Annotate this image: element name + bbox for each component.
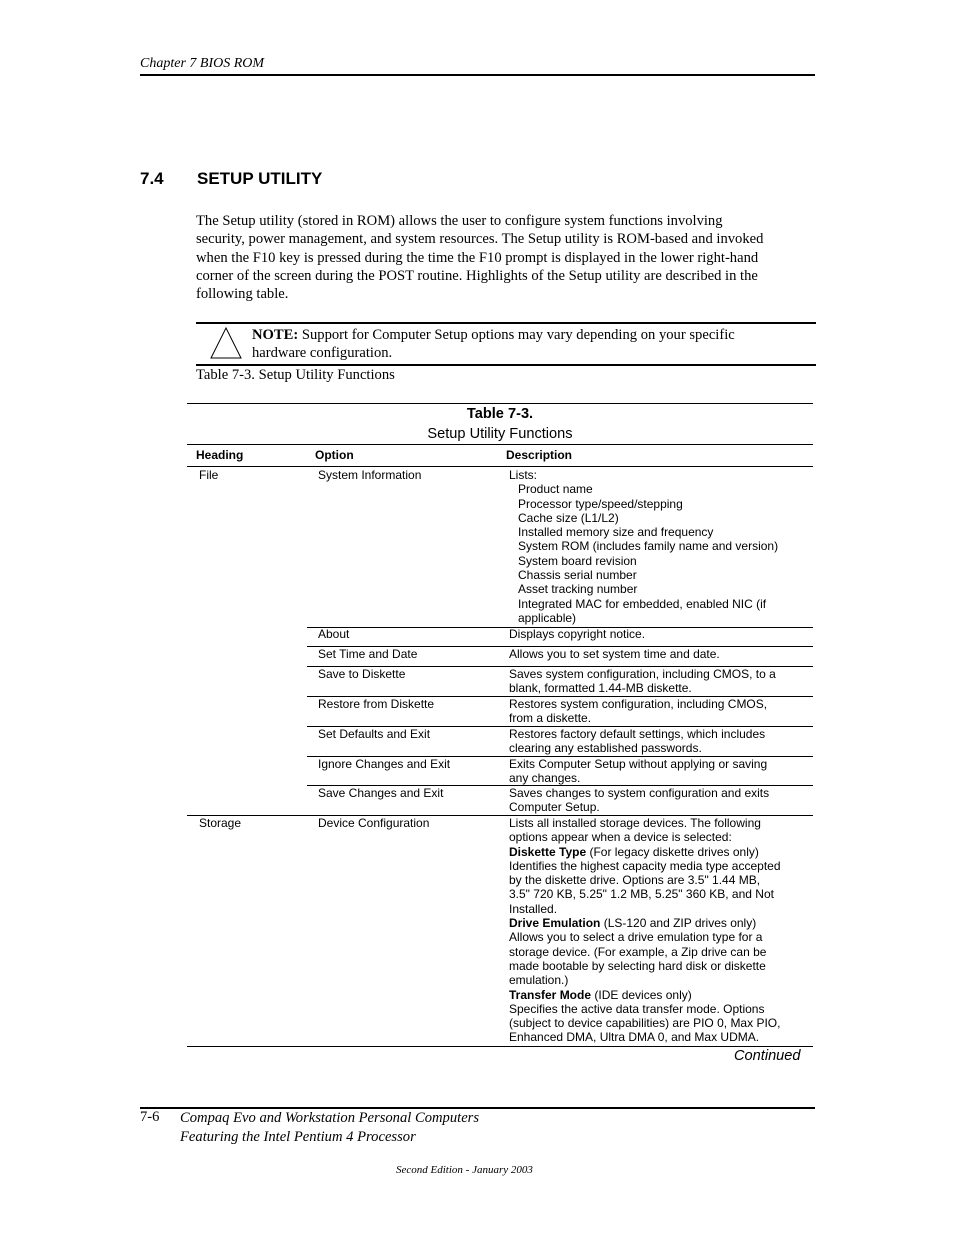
footer-title-line-2: Featuring the Intel Pentium 4 Processor (180, 1128, 416, 1145)
table-caption: Table 7-3. Setup Utility Functions (196, 367, 395, 383)
description-line: any changes. (509, 771, 581, 786)
option-qualifier: (LS-120 and ZIP drives only) (600, 916, 757, 931)
column-header-option: Option (315, 448, 354, 462)
description-line: Installed. (509, 901, 558, 916)
description-device-configuration (509, 816, 781, 1045)
edition-note: Second Edition - January 2003 (396, 1164, 533, 1176)
option-name-transfer-mode: Transfer Mode (509, 987, 592, 1002)
description-line: clearing any established passwords. (509, 741, 702, 756)
list-item: Chassis serial number (518, 568, 637, 583)
description-line (509, 988, 781, 1002)
description-line: Allows you to select a drive emulation type for a (509, 930, 763, 945)
note-top-rule (196, 322, 816, 324)
description-line: Saves changes to system configuration and exits (509, 786, 770, 800)
option-save-changes-and-exit: Save Changes and Exit (318, 786, 444, 800)
option-about: About (318, 627, 350, 641)
table-bottom-rule (187, 1046, 813, 1047)
description-line: 3.5" 720 KB, 5.25" 1.2 MB, 5.25" 360 KB, and Not (509, 887, 774, 902)
caution-triangle-icon (209, 326, 243, 360)
description-line: Identifies the highest capacity media type accepted (509, 858, 781, 873)
description-line: Saves system configuration, including CMOS, to a (509, 667, 776, 681)
description-line: made bootable by selecting hard disk or diskette (509, 958, 766, 973)
description-line: (subject to device capabilities) are PIO 0, Max PIO, (509, 1016, 781, 1031)
description-line (509, 845, 781, 859)
description-system-information (509, 468, 778, 625)
intro-line: The Setup utility (stored in ROM) allows the user to configure system functions involving (196, 213, 723, 229)
note-line-1: Support for Computer Setup options may vary depending on your specific (298, 327, 735, 343)
table-head-rule (187, 444, 813, 445)
description-line: Allows you to set system time and date. (509, 647, 720, 661)
description-line: Restores system configuration, including CMOS, (509, 697, 768, 711)
description-line: Specifies the active data transfer mode. Options (509, 1001, 765, 1016)
list-item: System ROM (includes family name and version) (518, 539, 779, 554)
table-top-rule (187, 403, 813, 404)
note-text (252, 326, 812, 362)
option-device-configuration: Device Configuration (318, 816, 430, 830)
table-subtitle: Setup Utility Functions (427, 426, 573, 442)
note-line-2: hardware configuration. (252, 345, 393, 361)
list-item: Integrated MAC for embedded, enabled NIC (if (518, 596, 767, 611)
description-line: Lists: (509, 468, 538, 482)
list-item: Product name (518, 482, 593, 497)
description-line: from a diskette. (509, 711, 592, 726)
table-title: Table 7-3. (466, 406, 534, 422)
list-item: Asset tracking number (518, 582, 638, 597)
list-item: Installed memory size and frequency (518, 525, 714, 540)
continued-label: Continued (734, 1048, 801, 1064)
description-restore-from-diskette (509, 697, 767, 726)
description-line: Enhanced DMA, Ultra DMA 0, and Max UDMA. (509, 1030, 760, 1045)
option-set-defaults-and-exit: Set Defaults and Exit (318, 727, 431, 741)
description-save-to-diskette (509, 667, 776, 696)
description-line: Displays copyright notice. (509, 627, 646, 641)
note-label: NOTE: (252, 327, 299, 343)
intro-paragraph (196, 212, 816, 303)
intro-line: when the F10 key is pressed during the time the F10 prompt is displayed in the lower right-hand (196, 249, 759, 266)
description-save-changes-and-exit (509, 786, 769, 815)
description-line: Lists all installed storage devices. The following (509, 816, 761, 830)
column-header-heading: Heading (196, 448, 244, 462)
chapter-header: Chapter 7 BIOS ROM (140, 56, 265, 71)
option-qualifier: (IDE devices only) (591, 987, 692, 1002)
description-line (509, 916, 781, 930)
option-set-time-and-date: Set Time and Date (318, 647, 418, 661)
option-name-diskette-type: Diskette Type (509, 844, 587, 859)
option-name-drive-emulation: Drive Emulation (509, 916, 601, 931)
footer-title (180, 1109, 479, 1146)
description-line: options appear when a device is selected: (509, 830, 732, 845)
description-line: blank, formatted 1.44-MB diskette. (509, 681, 692, 696)
intro-line: following table. (196, 286, 289, 303)
header-rule (140, 74, 815, 76)
description-line: emulation.) (509, 973, 569, 988)
option-ignore-changes-and-exit: Ignore Changes and Exit (318, 757, 451, 771)
description-line: Restores factory default settings, which includes (509, 727, 766, 741)
list-item: Processor type/speed/stepping (518, 496, 683, 511)
description-line: by the diskette drive. Options are 3.5" 1.44 MB, (509, 873, 761, 888)
description-set-defaults-and-exit (509, 727, 765, 756)
description-line: Exits Computer Setup without applying or saving (509, 757, 768, 771)
option-save-to-diskette: Save to Diskette (318, 667, 406, 681)
section-number: 7.4 (140, 169, 164, 188)
row-heading-file: File (199, 468, 219, 482)
section-title: SETUP UTILITY (197, 169, 323, 188)
description-line: Computer Setup. (509, 800, 600, 815)
column-header-description: Description (506, 448, 573, 462)
list-item: applicable) (518, 610, 577, 625)
list-item: System board revision (518, 553, 637, 568)
footer-title-line-1: Compaq Evo and Workstation Personal Computers (180, 1110, 480, 1126)
intro-line: corner of the screen during the POST routine. Highlights of the Setup utility are described in the (196, 267, 758, 284)
option-qualifier: (For legacy diskette drives only) (586, 844, 759, 859)
description-ignore-changes-and-exit (509, 757, 767, 786)
description-line: storage device. (For example, a Zip drive can be (509, 944, 767, 959)
intro-line: security, power management, and system resources. The Setup utility is ROM-based and invoked (196, 231, 764, 248)
row-heading-storage: Storage (199, 816, 242, 830)
page-number: 7-6 (140, 1109, 160, 1125)
list-item: Cache size (L1/L2) (518, 510, 619, 525)
table-body-rule (187, 466, 813, 467)
option-restore-from-diskette: Restore from Diskette (318, 697, 435, 711)
description-about (509, 627, 645, 641)
option-system-information: System Information (318, 468, 422, 482)
description-set-time-and-date (509, 647, 720, 661)
